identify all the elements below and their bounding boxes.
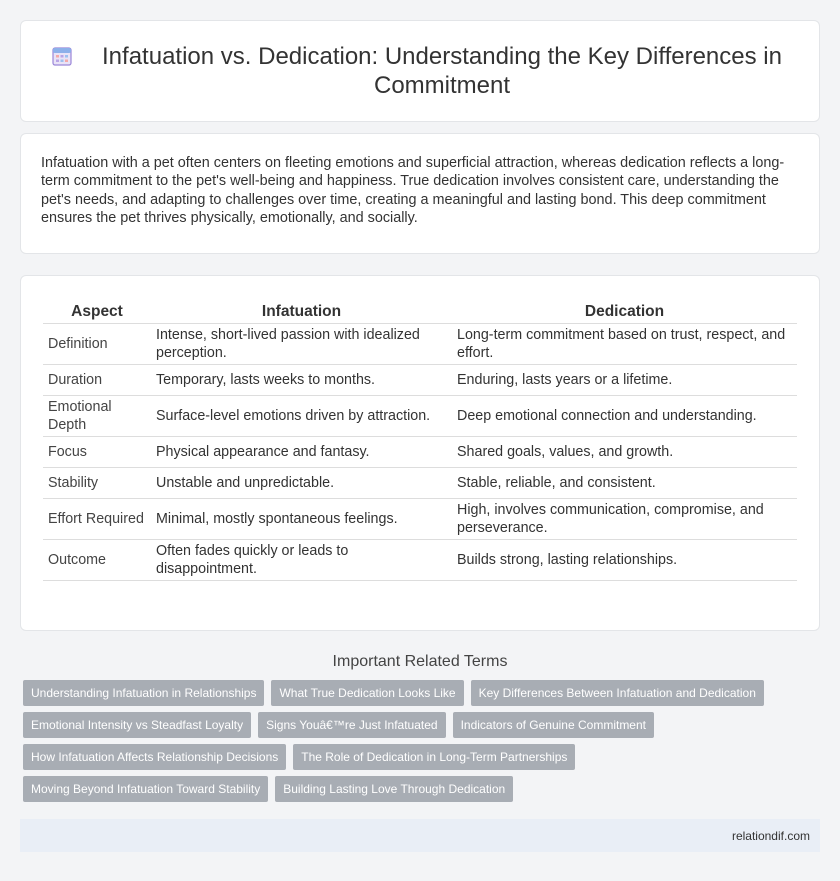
related-tag[interactable]: Building Lasting Love Through Dedication — [275, 776, 513, 802]
related-tag[interactable]: The Role of Dedication in Long-Term Partnerships — [293, 744, 575, 770]
related-tag[interactable]: What True Dedication Looks Like — [271, 680, 463, 706]
cell-dedication: Builds strong, lasting relationships. — [452, 539, 797, 580]
cell-dedication: Shared goals, values, and growth. — [452, 436, 797, 467]
cell-aspect: Effort Required — [43, 498, 151, 539]
related-terms-title: Important Related Terms — [332, 653, 508, 670]
column-header-aspect: Aspect — [43, 296, 151, 323]
cell-infatuation: Surface-level emotions driven by attraction. — [151, 395, 452, 436]
footer — [20, 819, 820, 852]
calendar-icon — [51, 45, 73, 67]
cell-aspect: Definition — [43, 323, 151, 364]
table-header-row — [43, 296, 797, 323]
related-tag[interactable]: Key Differences Between Infatuation and Dedication — [471, 680, 764, 706]
table-row — [43, 539, 797, 580]
cell-aspect: Outcome — [43, 539, 151, 580]
table-row — [43, 498, 797, 539]
cell-infatuation: Unstable and unpredictable. — [151, 467, 452, 498]
comparison-table — [43, 296, 797, 581]
cell-aspect: Emotional Depth — [43, 395, 151, 436]
cell-infatuation: Minimal, mostly spontaneous feelings. — [151, 498, 452, 539]
cell-infatuation: Physical appearance and fantasy. — [151, 436, 452, 467]
intro-card — [20, 133, 820, 254]
related-tag[interactable]: How Infatuation Affects Relationship Decisions — [23, 744, 286, 770]
cell-dedication: High, involves communication, compromise, and perseverance. — [452, 498, 797, 539]
table-row — [43, 395, 797, 436]
cell-aspect: Focus — [43, 436, 151, 467]
header-card — [20, 20, 820, 122]
cell-infatuation: Temporary, lasts weeks to months. — [151, 364, 452, 395]
related-tag[interactable]: Signs Youâ€™re Just Infatuated — [258, 712, 445, 738]
intro-text: Infatuation with a pet often centers on fleeting emotions and superficial attraction, whereas dedication reflects a long-term commitment to the pet's well-being and happiness. True dedication involves consistent care, understanding the pet's needs, and adapting to challenges over time, creating a meaningful and lasting bond. This deep commitment ensures the pet thrives physically, emotionally, and socially. — [41, 155, 785, 227]
related-tags — [20, 680, 820, 808]
table-row — [43, 436, 797, 467]
table-row — [43, 364, 797, 395]
cell-infatuation: Often fades quickly or leads to disappointment. — [151, 539, 452, 580]
cell-dedication: Long-term commitment based on trust, respect, and effort. — [452, 323, 797, 364]
cell-aspect: Stability — [43, 467, 151, 498]
cell-dedication: Enduring, lasts years or a lifetime. — [452, 364, 797, 395]
cell-dedication: Stable, reliable, and consistent. — [452, 467, 797, 498]
table-row — [43, 323, 797, 364]
page-title: Infatuation vs. Dedication: Understanding the Key Differences in Commitment — [102, 43, 782, 99]
cell-aspect: Duration — [43, 364, 151, 395]
related-tag[interactable]: Understanding Infatuation in Relationships — [23, 680, 264, 706]
comparison-card — [20, 275, 820, 631]
table-row — [43, 467, 797, 498]
related-tag[interactable]: Indicators of Genuine Commitment — [453, 712, 654, 738]
cell-infatuation: Intense, short-lived passion with idealized perception. — [151, 323, 452, 364]
column-header-dedication: Dedication — [452, 296, 797, 323]
title-wrap — [51, 42, 789, 100]
cell-dedication: Deep emotional connection and understanding. — [452, 395, 797, 436]
related-tag[interactable]: Moving Beyond Infatuation Toward Stability — [23, 776, 268, 802]
column-header-infatuation: Infatuation — [151, 296, 452, 323]
related-terms-section — [20, 653, 820, 808]
related-tag[interactable]: Emotional Intensity vs Steadfast Loyalty — [23, 712, 251, 738]
footer-site[interactable]: relationdif.com — [731, 828, 810, 843]
